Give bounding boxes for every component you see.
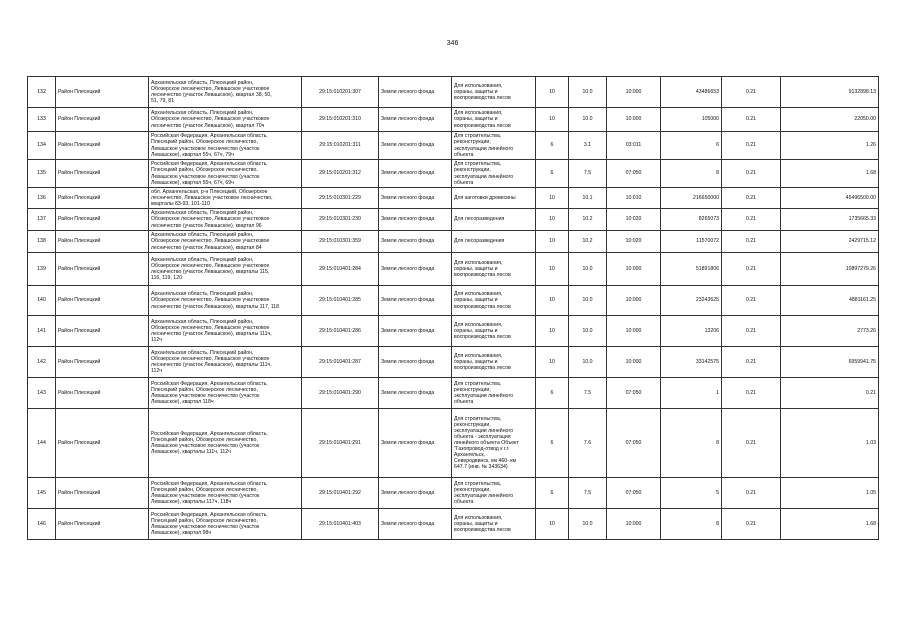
cadastral-number-cell: 29:15:010201:307 bbox=[302, 77, 379, 108]
rate-cell: 0.21 bbox=[722, 478, 781, 509]
row-number: 134 bbox=[28, 132, 56, 160]
use-code-cell: 07:050 bbox=[607, 378, 661, 409]
subgroup-code-cell: 10.0 bbox=[569, 316, 607, 347]
cadastral-number-cell: 29:15:010401:292 bbox=[302, 478, 379, 509]
area-cell: 11570072 bbox=[661, 231, 722, 253]
rate-cell: 0.21 bbox=[722, 409, 781, 478]
cadastral-value-cell: 1735665.33 bbox=[781, 209, 879, 231]
group-code-cell: 10 bbox=[536, 286, 569, 316]
table-row bbox=[28, 188, 879, 209]
subgroup-code-cell: 7.5 bbox=[569, 160, 607, 188]
permitted-use-cell: Для лесоразведения bbox=[452, 231, 536, 253]
district-cell: Район Плесецкий bbox=[56, 253, 149, 286]
table-row bbox=[28, 132, 879, 160]
district-cell: Район Плесецкий bbox=[56, 286, 149, 316]
address-cell: Архангельская область, Плесецкий район, Обозерское лесничество, Левашское участковое лесничество (участок Левашское), квартал 84 bbox=[149, 231, 302, 253]
use-code-cell: 10:000 bbox=[607, 347, 661, 378]
table-row bbox=[28, 108, 879, 132]
land-category-cell: Земли лесного фонда bbox=[379, 347, 452, 378]
land-category-cell: Земли лесного фонда bbox=[379, 160, 452, 188]
row-number: 136 bbox=[28, 188, 56, 209]
cadastral-value-cell: 1.05 bbox=[781, 478, 879, 509]
area-cell: 8 bbox=[661, 509, 722, 540]
permitted-use-cell: Для использования, охраны, защиты и воспроизводства лесов bbox=[452, 253, 536, 286]
row-number: 144 bbox=[28, 409, 56, 478]
row-number: 138 bbox=[28, 231, 56, 253]
address-cell: Российская Федерация, Архангельская область, Плесецкий район, Обозерское лесничество, Левашское участковое лесничество (участок Левашское), квартал 98ч bbox=[149, 509, 302, 540]
cadastral-number-cell: 29:15:010401:285 bbox=[302, 286, 379, 316]
cadastral-value-cell: 1.26 bbox=[781, 132, 879, 160]
land-category-cell: Земли лесного фонда bbox=[379, 316, 452, 347]
subgroup-code-cell: 10.0 bbox=[569, 347, 607, 378]
area-cell: 33142575 bbox=[661, 347, 722, 378]
land-category-cell: Земли лесного фонда bbox=[379, 77, 452, 108]
cadastral-value-cell: 6959941.75 bbox=[781, 347, 879, 378]
row-number: 140 bbox=[28, 286, 56, 316]
land-category-cell: Земли лесного фонда bbox=[379, 478, 452, 509]
land-category-cell: Земли лесного фонда bbox=[379, 409, 452, 478]
permitted-use-cell: Для лесоразведения bbox=[452, 209, 536, 231]
group-code-cell: 6 bbox=[536, 160, 569, 188]
address-cell: обл. Архангельская, р-н Плесецкий, Обозерское лесничество, Левашское участковое лесничество, кварталы 83-93, 101-110 bbox=[149, 188, 302, 209]
group-code-cell: 10 bbox=[536, 316, 569, 347]
rate-cell: 0.21 bbox=[722, 231, 781, 253]
cadastral-value-cell: 0.21 bbox=[781, 378, 879, 409]
address-cell: Российская Федерация, Архангельская область, Плесецкий район, Обозерское лесничество, Левашское участковое лесничество (участок Левашское), кварталы 117ч, 118ч bbox=[149, 478, 302, 509]
area-cell: 23243625 bbox=[661, 286, 722, 316]
rate-cell: 0.21 bbox=[722, 378, 781, 409]
group-code-cell: 10 bbox=[536, 108, 569, 132]
subgroup-code-cell: 7.5 bbox=[569, 378, 607, 409]
area-cell: 8265073 bbox=[661, 209, 722, 231]
table-row bbox=[28, 316, 879, 347]
row-number: 137 bbox=[28, 209, 56, 231]
address-cell: Российская Федерация, Архангельская область, Плесецкий район, Обозерское лесничество, Левашское участковое лесничество (участок Левашское), квартал 55ч, 67ч, 69ч bbox=[149, 160, 302, 188]
district-cell: Район Плесецкий bbox=[56, 316, 149, 347]
cadastral-value-cell: 1.68 bbox=[781, 160, 879, 188]
cadastral-number-cell: 29:15:010301:359 bbox=[302, 231, 379, 253]
district-cell: Район Плесецкий bbox=[56, 378, 149, 409]
use-code-cell: 10:000 bbox=[607, 108, 661, 132]
subgroup-code-cell: 10.1 bbox=[569, 188, 607, 209]
land-category-cell: Земли лесного фонда bbox=[379, 378, 452, 409]
subgroup-code-cell: 10.0 bbox=[569, 253, 607, 286]
address-cell: Архангельская область, Плесецкий район, Обозерское лесничество, Левашское участковое лесничество (участок Левашское), кварталы 117, 118 bbox=[149, 286, 302, 316]
row-number: 146 bbox=[28, 509, 56, 540]
rate-cell: 0.21 bbox=[722, 77, 781, 108]
table-row bbox=[28, 160, 879, 188]
district-cell: Район Плесецкий bbox=[56, 108, 149, 132]
subgroup-code-cell: 10.0 bbox=[569, 108, 607, 132]
rate-cell: 0.21 bbox=[722, 347, 781, 378]
rate-cell: 0.21 bbox=[722, 132, 781, 160]
area-cell: 43486653 bbox=[661, 77, 722, 108]
cadastral-number-cell: 29:15:010201:310 bbox=[302, 108, 379, 132]
cadastral-number-cell: 29:15:010401:403 bbox=[302, 509, 379, 540]
area-cell: 1 bbox=[661, 378, 722, 409]
address-cell: Российская Федерация, Архангельская область, Плесецкий район, Обозерское лесничество, Левашское участковое лесничество (участок Левашское), квартал 118ч bbox=[149, 378, 302, 409]
group-code-cell: 10 bbox=[536, 188, 569, 209]
land-category-cell: Земли лесного фонда bbox=[379, 286, 452, 316]
group-code-cell: 10 bbox=[536, 509, 569, 540]
group-code-cell: 10 bbox=[536, 77, 569, 108]
table-row bbox=[28, 509, 879, 540]
use-code-cell: 03:011 bbox=[607, 132, 661, 160]
table-row bbox=[28, 347, 879, 378]
area-cell: 216650000 bbox=[661, 188, 722, 209]
row-number: 141 bbox=[28, 316, 56, 347]
land-category-cell: Земли лесного фонда bbox=[379, 108, 452, 132]
table-row bbox=[28, 286, 879, 316]
subgroup-code-cell: 7.5 bbox=[569, 478, 607, 509]
cadastral-number-cell: 29:15:010401:284 bbox=[302, 253, 379, 286]
cadastral-value-cell: 1.03 bbox=[781, 409, 879, 478]
row-number: 142 bbox=[28, 347, 56, 378]
row-number: 139 bbox=[28, 253, 56, 286]
area-cell: 5 bbox=[661, 478, 722, 509]
rate-cell: 0.21 bbox=[722, 253, 781, 286]
subgroup-code-cell: 10.0 bbox=[569, 77, 607, 108]
use-code-cell: 10:000 bbox=[607, 77, 661, 108]
area-cell: 51891806 bbox=[661, 253, 722, 286]
row-number: 135 bbox=[28, 160, 56, 188]
cadastral-value-cell: 1.68 bbox=[781, 509, 879, 540]
table-row bbox=[28, 209, 879, 231]
permitted-use-cell: Для заготовки древесины bbox=[452, 188, 536, 209]
use-code-cell: 10:000 bbox=[607, 316, 661, 347]
cadastral-value-cell: 10897279.26 bbox=[781, 253, 879, 286]
address-cell: Архангельская область, Плесецкий район, Обозерское лесничество, Левашское участковое лесничество (участок Левашское), квартал 38, 50, 51, 79, 81 bbox=[149, 77, 302, 108]
permitted-use-cell: Для строительства, реконструкции, эксплуатации линейного объекта bbox=[452, 132, 536, 160]
group-code-cell: 6 bbox=[536, 478, 569, 509]
cadastral-number-cell: 29:15:010201:312 bbox=[302, 160, 379, 188]
permitted-use-cell: Для использования, охраны, защиты и воспроизводства лесов bbox=[452, 108, 536, 132]
cadastral-value-cell: 2773.26 bbox=[781, 316, 879, 347]
group-code-cell: 6 bbox=[536, 378, 569, 409]
use-code-cell: 10:000 bbox=[607, 253, 661, 286]
row-number: 145 bbox=[28, 478, 56, 509]
cadastral-value-cell: 9132898.13 bbox=[781, 77, 879, 108]
address-cell: Российская Федерация, Архангельская область, Плесецкий район, Обозерское лесничество, Левашское участковое лесничество (участок Левашское), квартал 55ч, 67ч, 79ч bbox=[149, 132, 302, 160]
cadastral-value-cell: 4881161.25 bbox=[781, 286, 879, 316]
group-code-cell: 10 bbox=[536, 209, 569, 231]
district-cell: Район Плесецкий bbox=[56, 160, 149, 188]
cadastral-number-cell: 29:15:010301:230 bbox=[302, 209, 379, 231]
address-cell: Архангельская область, Плесецкий район, Обозерское лесничество, Левашское участковое лесничество (участок Левашское), кварталы 111ч, 112ч bbox=[149, 347, 302, 378]
permitted-use-cell: Для использования, охраны, защиты и воспроизводства лесов bbox=[452, 77, 536, 108]
group-code-cell: 6 bbox=[536, 409, 569, 478]
group-code-cell: 6 bbox=[536, 132, 569, 160]
use-code-cell: 07:050 bbox=[607, 160, 661, 188]
row-number: 143 bbox=[28, 378, 56, 409]
district-cell: Район Плесецкий bbox=[56, 209, 149, 231]
area-cell: 13206 bbox=[661, 316, 722, 347]
district-cell: Район Плесецкий bbox=[56, 77, 149, 108]
subgroup-code-cell: 10.2 bbox=[569, 209, 607, 231]
use-code-cell: 07:050 bbox=[607, 409, 661, 478]
row-number: 132 bbox=[28, 77, 56, 108]
cadastral-value-cell: 2429715.12 bbox=[781, 231, 879, 253]
group-code-cell: 10 bbox=[536, 231, 569, 253]
area-cell: 105000 bbox=[661, 108, 722, 132]
table-row bbox=[28, 378, 879, 409]
rate-cell: 0.21 bbox=[722, 509, 781, 540]
address-cell: Архангельская область, Плесецкий район, Обозерское лесничество, Левашское участковое лесничество (участок Левашское), кварталы 111ч, 112ч bbox=[149, 316, 302, 347]
rate-cell: 0.21 bbox=[722, 188, 781, 209]
permitted-use-cell: Для использования, охраны, защиты и воспроизводства лесов bbox=[452, 316, 536, 347]
cadastral-value-cell: 22050.00 bbox=[781, 108, 879, 132]
use-code-cell: 10:000 bbox=[607, 286, 661, 316]
land-category-cell: Земли лесного фонда bbox=[379, 509, 452, 540]
page-number: 346 bbox=[446, 40, 459, 47]
land-category-cell: Земли лесного фонда bbox=[379, 253, 452, 286]
land-category-cell: Земли лесного фонда bbox=[379, 209, 452, 231]
permitted-use-cell: Для строительства, реконструкции, эксплуатации линейного объекта - эксплуатация линейного объекта Объект "Газопровод-отвод к г.г. Архангельск, Северодвинск, км 460- км 647.7 (инв. № 343634) bbox=[452, 409, 536, 478]
cadastral-number-cell: 29:15:010401:291 bbox=[302, 409, 379, 478]
permitted-use-cell: Для строительства, реконструкции, эксплуатации линейного объекта bbox=[452, 478, 536, 509]
district-cell: Район Плесецкий bbox=[56, 231, 149, 253]
district-cell: Район Плесецкий bbox=[56, 509, 149, 540]
rate-cell: 0.21 bbox=[722, 316, 781, 347]
table-row bbox=[28, 478, 879, 509]
rate-cell: 0.21 bbox=[722, 160, 781, 188]
rate-cell: 0.21 bbox=[722, 108, 781, 132]
cadastral-number-cell: 29:15:010301:229 bbox=[302, 188, 379, 209]
district-cell: Район Плесецкий bbox=[56, 478, 149, 509]
permitted-use-cell: Для строительства, реконструкции, эксплуатации линейного объекта bbox=[452, 378, 536, 409]
district-cell: Район Плесецкий bbox=[56, 188, 149, 209]
land-category-cell: Земли лесного фонда bbox=[379, 132, 452, 160]
cadastral-number-cell: 29:15:010401:286 bbox=[302, 316, 379, 347]
area-cell: 6 bbox=[661, 132, 722, 160]
use-code-cell: 10:020 bbox=[607, 231, 661, 253]
address-cell: Архангельская область, Плесецкий район, Обозерское лесничество, Левашское участковое лесничество (участок Левашское), кварталы 115, 116, 119, 120 bbox=[149, 253, 302, 286]
district-cell: Район Плесецкий bbox=[56, 347, 149, 378]
group-code-cell: 10 bbox=[536, 253, 569, 286]
permitted-use-cell: Для использования, охраны, защиты и воспроизводства лесов bbox=[452, 286, 536, 316]
table-row bbox=[28, 231, 879, 253]
district-cell: Район Плесецкий bbox=[56, 132, 149, 160]
subgroup-code-cell: 10.2 bbox=[569, 231, 607, 253]
area-cell: 8 bbox=[661, 409, 722, 478]
cadastral-number-cell: 29:15:010201:311 bbox=[302, 132, 379, 160]
area-cell: 8 bbox=[661, 160, 722, 188]
land-registry-table bbox=[27, 76, 879, 540]
cadastral-number-cell: 29:15:010401:290 bbox=[302, 378, 379, 409]
use-code-cell: 10:020 bbox=[607, 209, 661, 231]
address-cell: Архангельская область, Плесецкий район, Обозерское лесничество, Левашское участковое лесничество (участок Левашское), квартал 96 bbox=[149, 209, 302, 231]
table-row bbox=[28, 77, 879, 108]
use-code-cell: 07:050 bbox=[607, 478, 661, 509]
row-number: 133 bbox=[28, 108, 56, 132]
permitted-use-cell: Для строительства, реконструкции, эксплуатации линейного объекта bbox=[452, 160, 536, 188]
address-cell: Российская Федерация, Архангельская область, Плесецкий район, Обозерское лесничество, Левашское участковое лесничество (участок Левашское), кварталы 111ч, 112ч bbox=[149, 409, 302, 478]
permitted-use-cell: Для использования, охраны, защиты и воспроизводства лесов bbox=[452, 509, 536, 540]
land-category-cell: Земли лесного фонда bbox=[379, 231, 452, 253]
address-cell: Архангельская область, Плесецкий район, Обозерское лесничество, Левашское участковое лесничество (участок Левашское), квартал 70ч bbox=[149, 108, 302, 132]
use-code-cell: 10:010 bbox=[607, 188, 661, 209]
subgroup-code-cell: 7.6 bbox=[569, 409, 607, 478]
rate-cell: 0.21 bbox=[722, 209, 781, 231]
rate-cell: 0.21 bbox=[722, 286, 781, 316]
subgroup-code-cell: 3.1 bbox=[569, 132, 607, 160]
cadastral-number-cell: 29:15:010401:287 bbox=[302, 347, 379, 378]
table-body bbox=[28, 77, 879, 540]
group-code-cell: 10 bbox=[536, 347, 569, 378]
district-cell: Район Плесецкий bbox=[56, 409, 149, 478]
use-code-cell: 10:000 bbox=[607, 509, 661, 540]
table-row bbox=[28, 409, 879, 478]
cadastral-value-cell: 45496500.00 bbox=[781, 188, 879, 209]
subgroup-code-cell: 10.0 bbox=[569, 286, 607, 316]
subgroup-code-cell: 10.0 bbox=[569, 509, 607, 540]
table-row bbox=[28, 253, 879, 286]
permitted-use-cell: Для использования, охраны, защиты и воспроизводства лесов bbox=[452, 347, 536, 378]
land-category-cell: Земли лесного фонда bbox=[379, 188, 452, 209]
